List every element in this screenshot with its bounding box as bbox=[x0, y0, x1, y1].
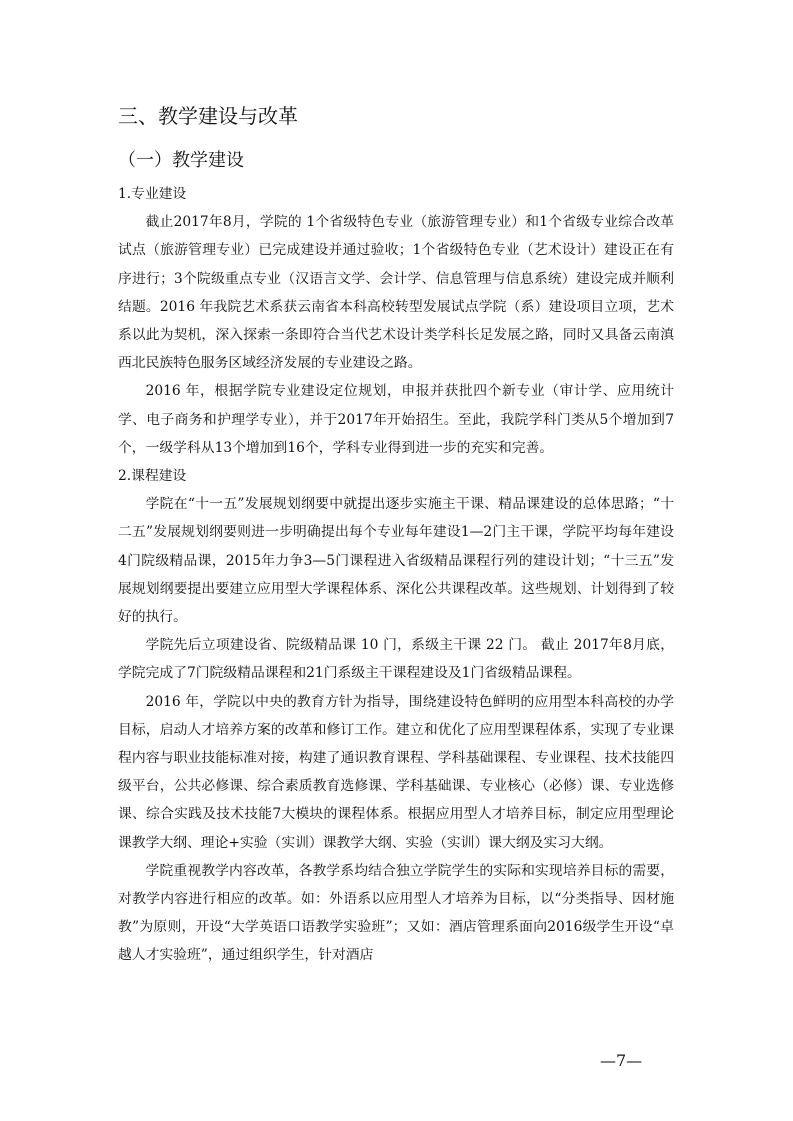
paragraph: 学院在“十一五”发展规划纲要中就提出逐步实施主干课、精品课建设的总体思路；“十二五”发展规划纲要则进一步明确提出每个专业每年建设1—2门主干课，学院平均每年建设4门院级精品课，2015年力争3—5门课程进入省级精品课程行列的建设计划；“十三五”发展规划纲要提出要建立应用型大学课程体系、深化公共课程改革。这些规划、计划得到了较好的执行。 bbox=[118, 496, 674, 626]
body-text bbox=[118, 180, 674, 970]
chapter-heading: 三、教学建设与改革 bbox=[118, 104, 298, 128]
paragraph: 截止2017年8月，学院的 1个省级特色专业（旅游管理专业）和1个省级专业综合改革试点（旅游管理专业）已完成建设并通过验收；1个省级特色专业（艺术设计）建设正在有序进行；3个院级重点专业（汉语言文学、会计学、信息管理与信息系统）建设完成并顺利结题。2016 年我院艺术系获云南省本科高校转型发展试点学院（系）建设项目立项，艺术系以此为契机，深入探索一条即符合当代艺术设计类学科长足发展之路，同时又具备云南滇西北民族特色服务区域经济发展的专业建设之路。 bbox=[118, 214, 674, 372]
subsection-title-major: 1.专业建设 bbox=[118, 186, 187, 202]
paragraph: 学院先后立项建设省、院级精品课 10 门，系级主干课 22 门。 截止 2017年8月底，学院完成了7门院级精品课程和21门系级主干课程建设及1门省级精品课程。 bbox=[118, 637, 674, 682]
page-number: —7— bbox=[600, 1051, 643, 1070]
subsection-title-course: 2.课程建设 bbox=[118, 468, 187, 485]
section-title: （一）教学建设 bbox=[118, 150, 244, 171]
paragraph: 2016 年，根据学院专业建设定位规划，申报并获批四个新专业（审计学、应用统计学、电子商务和护理学专业），并于2017年开始招生。至此，我院学科门类从5个增加到7个，一级学科从13个增加到16个，学科专业得到进一步的充实和完善。 bbox=[118, 383, 674, 456]
paragraph: 学院重视教学内容改革，各教学系均结合独立学院学生的实际和实现培养目标的需要，对教学内容进行相应的改革。如：外语系以应用型人才培养为目标，以“分类指导、因材施教”为原则，开设“大学英语口语教学实验班”；又如：酒店管理系面向2016级学生开设“卓越人才实验班”，通过组织学生，针对酒店 bbox=[118, 862, 674, 964]
paragraph: 2016 年，学院以中央的教育方针为指导，围绕建设特色鲜明的应用型本科高校的办学目标，启动人才培养方案的改革和修订工作。建立和优化了应用型课程体系，实现了专业课程内容与职业技能标准对接，构建了通识教育课程、学科基础课程、专业课程、技术技能四级平台，公共必修课、综合素质教育选修课、学科基础课、专业核心（必修）课、专业选修课、综合实践及技术技能7大模块的课程体系。根据应用型人才培养目标，制定应用型理论课教学大纲、理论+实验（实训）课教学大纲、实验（实训）课大纲及实习大纲。 bbox=[118, 693, 674, 851]
